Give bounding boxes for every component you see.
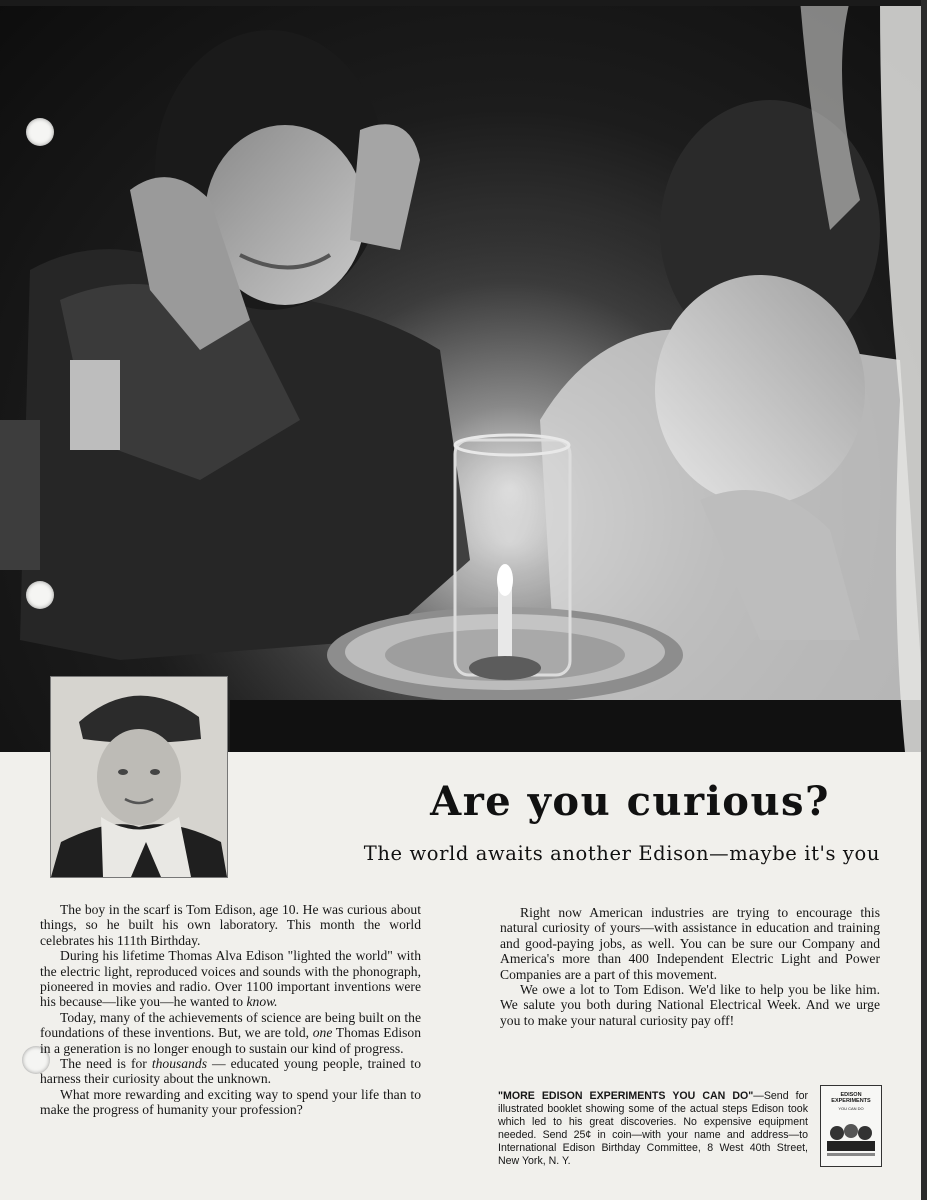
booklet-cover-thumbnail [820, 1085, 882, 1167]
binder-hole [26, 118, 54, 146]
paragraph: Right now American industries are trying to encourage this natural curiosity of yours—with assistance in education and training and good-paying jobs, as well. You can be sure our Company and America's more than 400 Independent Electric Light and Power Companies are a part of this movement. [500, 905, 880, 982]
portrait-illustration [51, 677, 227, 877]
booklet-offer [498, 1090, 808, 1168]
subheadline: The world awaits another Edison—maybe it's you [363, 842, 880, 865]
paragraph [40, 1056, 421, 1087]
paragraph-text: Today, many of the achievements of science are being built on the foundations of these inventions. But, we are told, [40, 1009, 421, 1041]
body-column-right [500, 905, 880, 1028]
body-column-left [40, 902, 421, 1118]
paragraph: We owe a lot to Tom Edison. We'd like to help you be like him. We salute you both during National Electrical Week. And we urge you to make your natural curiosity pay off! [500, 982, 880, 1028]
page-edge-top [0, 0, 927, 6]
emphasis-text: thousands [151, 1056, 207, 1072]
offer-title: "MORE EDISON EXPERIMENTS YOU CAN DO" [498, 1090, 754, 1102]
booklet-illustration [821, 1111, 881, 1161]
portrait-young-edison [50, 676, 228, 878]
paragraph-text: — educated young people, trained to harness their curiosity about the unknown. [40, 1056, 421, 1087]
headline: Are you curious? [430, 778, 830, 825]
paragraph: The boy in the scarf is Tom Edison, age 10. He was curious about things, so he built his own laboratory. This month the world celebrates his 111th Birthday. [40, 902, 421, 948]
paragraph-text: The need is for [60, 1056, 152, 1072]
paragraph-text: During his lifetime Thomas Alva Edison "lighted the world" with the electric light, reproduced voices and sounds with the phonograph, pioneered in movies and radio. Over 1100 important inventions were his because—like you—he wanted to [40, 948, 421, 1010]
page-edge-right [921, 0, 927, 1200]
paragraph [40, 1010, 421, 1056]
offer-body: —Send for illustrated booklet showing some of the actual steps Edison took which led to his great discoveries. No expensive equipment needed. Send 25¢ in coin—with your name and address—to International Edison Birthday Committee, 8 West 40th Street, New York, N. Y. [498, 1090, 808, 1167]
binder-hole [26, 581, 54, 609]
paragraph [40, 948, 421, 1010]
emphasis-text: know. [246, 994, 278, 1010]
paragraph-text: Thomas Edison in a generation is no longer enough to sustain our kind of progress. [40, 1025, 421, 1056]
emphasis-text: one [312, 1025, 333, 1041]
booklet-title: EDISON EXPERIMENTS [831, 1092, 871, 1104]
booklet-subtitle: YOU CAN DO [838, 1106, 864, 1111]
paragraph: What more rewarding and exciting way to spend your life than to make the progress of humanity your profession? [40, 1086, 421, 1118]
